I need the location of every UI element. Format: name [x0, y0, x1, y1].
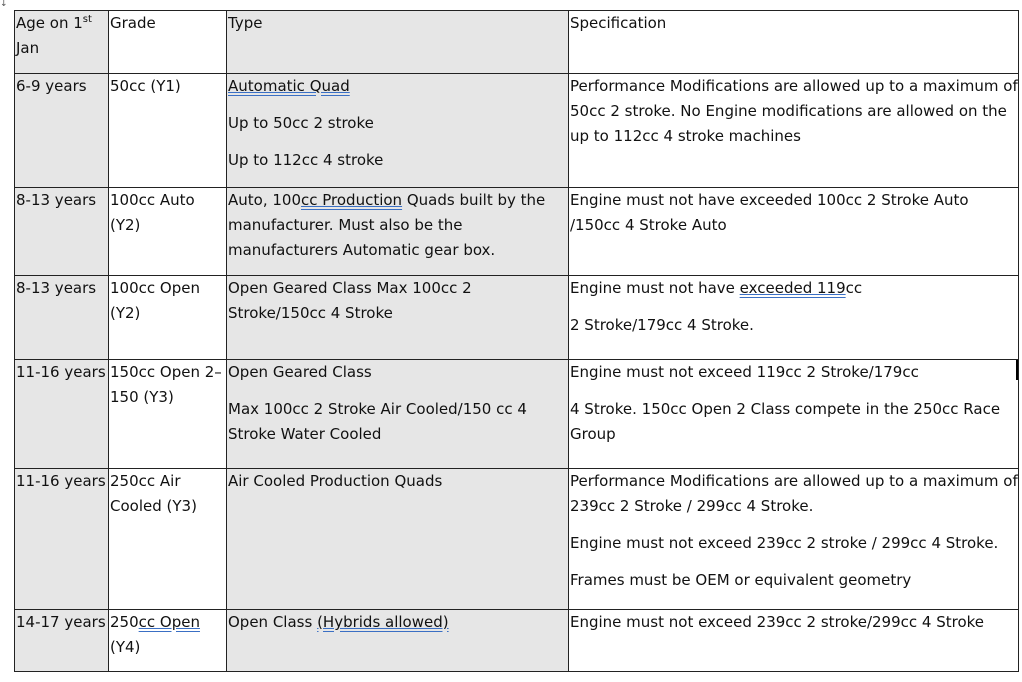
cell-type: Auto, 100cc Production Quads built by the manufacturer. Must also be the manufacturers Automatic gear box. — [227, 188, 569, 276]
cell-type: Air Cooled Production Quads — [227, 469, 569, 610]
cell-grade: 50cc (Y1) — [109, 74, 227, 188]
cell-age: 6-9 years — [15, 74, 109, 188]
cell-specification: Engine must not exceed 239cc 2 stroke/299cc 4 Stroke — [569, 610, 1019, 672]
quad-class-table — [14, 10, 1019, 672]
age-superscript: st — [82, 14, 92, 25]
cell-grade: 250cc Open (Y4) — [109, 610, 227, 672]
header-age: Age on 1st Jan — [15, 11, 109, 74]
table-row — [15, 469, 1019, 610]
cell-age: 8-13 years — [15, 276, 109, 360]
cell-grade: 250cc Air Cooled (Y3) — [109, 469, 227, 610]
cell-specification: Engine must not exceed 119cc 2 Stroke/179cc 4 Stroke. 150cc Open 2 Class compete in the 250cc Race Group — [569, 360, 1019, 469]
cell-specification: Performance Modifications are allowed up to a maximum of 239cc 2 Stroke / 299cc 4 Stroke. Engine must not exceed 239cc 2 stroke / 299cc 4 Stroke. Frames must be OEM or equivalent geometry — [569, 469, 1019, 610]
cell-type — [227, 74, 569, 188]
cell-type: Open Class (Hybrids allowed) — [227, 610, 569, 672]
table-row — [15, 610, 1019, 672]
header-specification: Specification — [569, 11, 1019, 74]
table-header-row — [15, 11, 1019, 74]
cell-grade: 150cc Open 2–150 (Y3) — [109, 360, 227, 469]
cell-specification: Performance Modifications are allowed up to a maximum of 50cc 2 stroke. No Engine modifications are allowed on the up to 112cc 4 stroke machines — [569, 74, 1019, 188]
cell-age: 14-17 years — [15, 610, 109, 672]
table-row — [15, 276, 1019, 360]
cell-age: 11-16 years — [15, 469, 109, 610]
cell-age: 8-13 years — [15, 188, 109, 276]
cell-type: Open Geared Class Max 100cc 2 Stroke Air Cooled/150 cc 4 Stroke Water Cooled — [227, 360, 569, 469]
type-text: Up to 50cc 2 stroke — [228, 114, 374, 132]
type-text: Up to 112cc 4 stroke — [228, 151, 384, 169]
type-text: Automatic Quad — [228, 77, 350, 95]
header-type: Type — [227, 11, 569, 74]
text-cursor — [1016, 360, 1018, 380]
paragraph-anchor-icon: ↓ — [0, 0, 8, 9]
cell-grade: 100cc Open (Y2) — [109, 276, 227, 360]
cell-grade: 100cc Auto (Y2) — [109, 188, 227, 276]
header-grade: Grade — [109, 11, 227, 74]
table-row — [15, 360, 1019, 469]
table-row — [15, 188, 1019, 276]
cell-type: Open Geared Class Max 100cc 2 Stroke/150cc 4 Stroke — [227, 276, 569, 360]
cell-specification: Engine must not have exceeded 100cc 2 Stroke Auto /150cc 4 Stroke Auto — [569, 188, 1019, 276]
table-row — [15, 74, 1019, 188]
cell-specification: Engine must not have exceeded 119cc 2 Stroke/179cc 4 Stroke. — [569, 276, 1019, 360]
cell-age: 11-16 years — [15, 360, 109, 469]
